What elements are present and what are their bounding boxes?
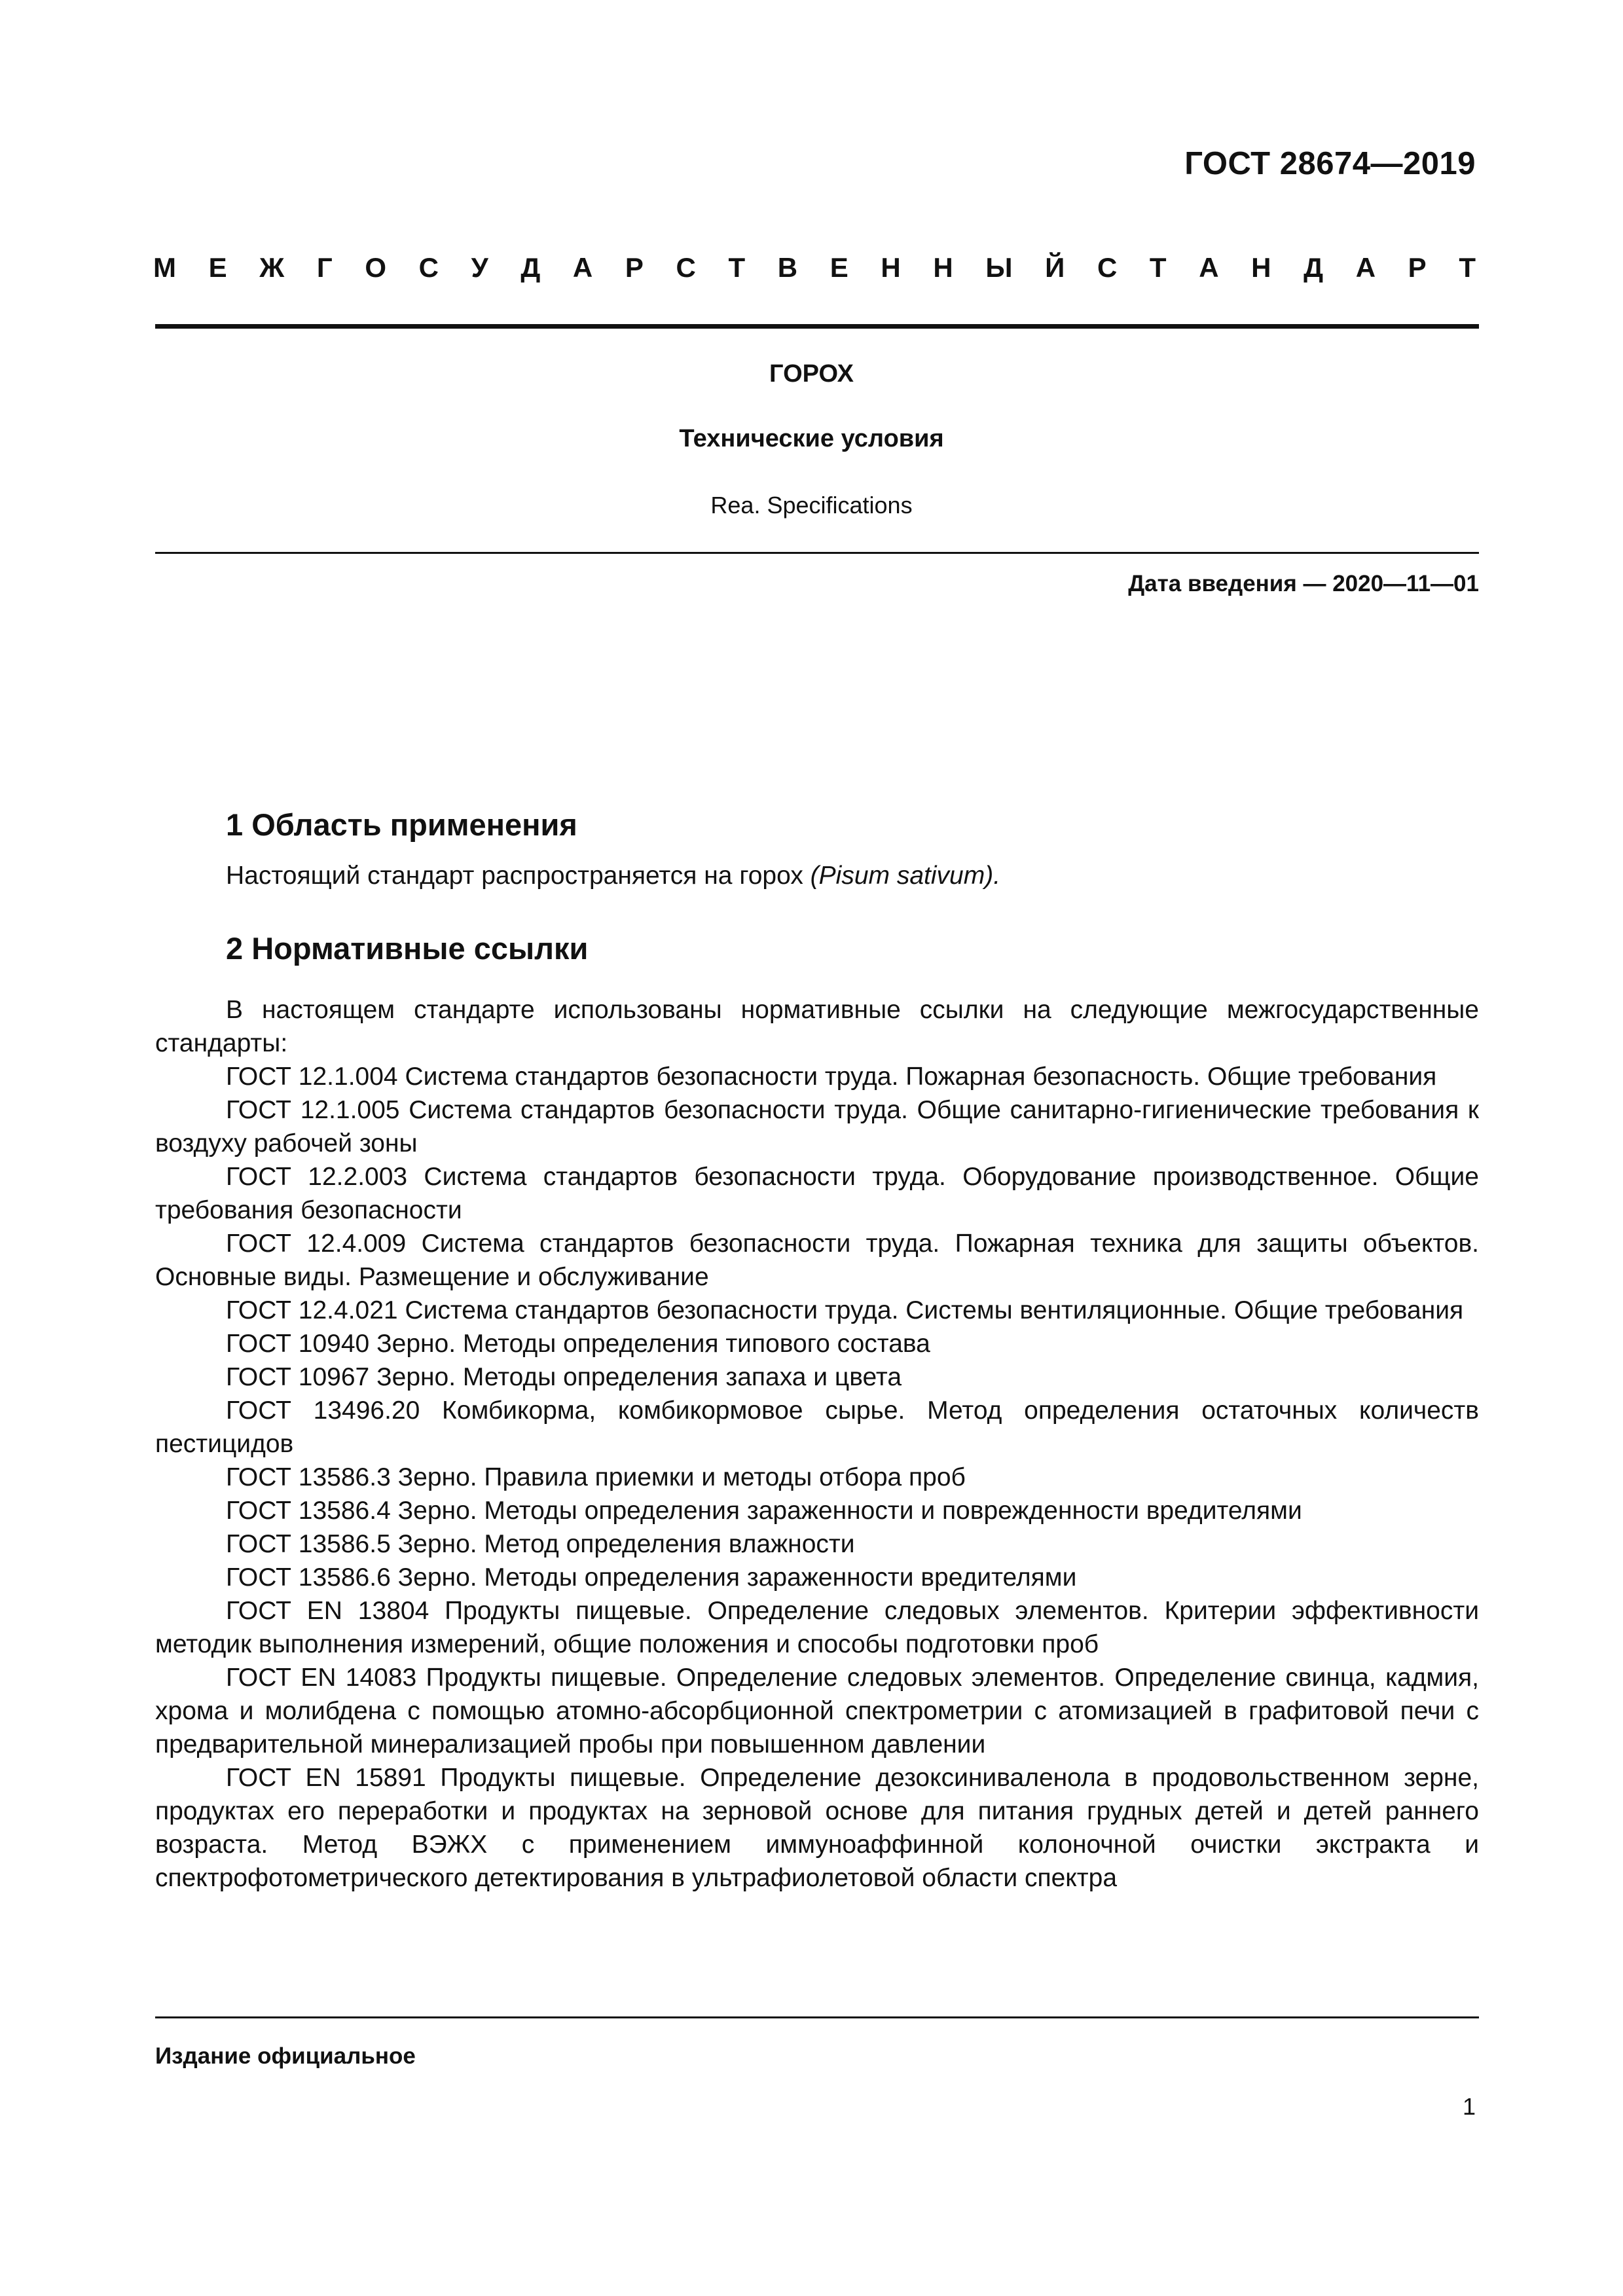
reference-item: ГОСТ EN 14083 Продукты пищевые. Определение следовых элементов. Определение свинца, кадмия, хрома и молибдена с помощью атомно-абсорбционной спектрометрии с атомизацией в графитовой печи с предварительной минерализацией пробы при повышенном давлении bbox=[155, 1664, 1479, 1758]
footer-divider bbox=[155, 2016, 1479, 2018]
species-name: (Pisum sativum). bbox=[810, 862, 1001, 890]
section-2-heading: 2 Нормативные ссылки bbox=[226, 931, 589, 966]
reference-item: ГОСТ EN 13804 Продукты пищевые. Определение следовых элементов. Критерии эффективности методик выполнения измерений, общие положения и способы подготовки проб bbox=[155, 1597, 1479, 1658]
edition-note: Издание официальное bbox=[155, 2043, 416, 2069]
references-list bbox=[155, 1060, 1479, 1895]
reference-item: ГОСТ 13586.3 Зерно. Правила приемки и методы отбора проб bbox=[226, 1463, 966, 1491]
reference-item: ГОСТ EN 15891 Продукты пищевые. Определение дезоксиниваленола в продовольственном зерне, продуктах его переработки и продуктах на зерновой основе для питания грудных детей и детей раннего возраста. Метод ВЭЖХ с применением иммуноаффинной колоночной очистки экстракта и спектрофотометрического детектирования в ультрафиолетовой области спектра bbox=[155, 1764, 1479, 1892]
references-intro: В настоящем стандарте использованы нормативные ссылки на следующие межгосударственные стандарты: bbox=[155, 996, 1479, 1057]
section-1-text bbox=[155, 859, 1479, 892]
document-title-english: Rea. Specifications bbox=[710, 492, 913, 519]
reference-item: ГОСТ 13586.6 Зерно. Методы определения зараженности вредителями bbox=[226, 1563, 1077, 1592]
reference-item: ГОСТ 13586.5 Зерно. Метод определения влажности bbox=[226, 1530, 855, 1558]
introduction-date: Дата введения — 2020—11—01 bbox=[1128, 571, 1479, 596]
section-1-heading: 1 Область применения bbox=[226, 807, 577, 842]
reference-item: ГОСТ 12.1.004 Система стандартов безопасности труда. Пожарная безопасность. Общие требования bbox=[226, 1063, 1437, 1091]
standard-type-banner: М Е Ж Г О С У Д А Р С Т В Е Н Н Ы Й С Т А Н Д А Р Т bbox=[153, 252, 1476, 283]
reference-item: ГОСТ 12.2.003 Система стандартов безопасности труда. Оборудование производственное. Общие требования безопасности bbox=[155, 1163, 1479, 1224]
scope-text: Настоящий стандарт распространяется на горох bbox=[226, 862, 811, 890]
header-divider bbox=[155, 324, 1479, 329]
reference-item: ГОСТ 13586.4 Зерно. Методы определения зараженности и поврежденности вредителями bbox=[226, 1497, 1302, 1525]
reference-item: ГОСТ 12.4.009 Система стандартов безопасности труда. Пожарная техника для защиты объектов. Основные виды. Размещение и обслуживание bbox=[155, 1230, 1479, 1291]
document-title: ГОРОХ bbox=[769, 360, 854, 388]
gost-number: ГОСТ 28674—2019 bbox=[1184, 146, 1476, 181]
reference-item: ГОСТ 10967 Зерно. Методы определения запаха и цвета bbox=[226, 1363, 902, 1391]
document-subtitle: Технические условия bbox=[679, 425, 944, 452]
reference-item: ГОСТ 13496.20 Комбикорма, комбикормовое сырье. Метод определения остаточных количеств пестицидов bbox=[155, 1396, 1479, 1458]
page-number: 1 bbox=[1462, 2093, 1476, 2120]
reference-item: ГОСТ 10940 Зерно. Методы определения типового состава bbox=[226, 1330, 930, 1358]
document-body bbox=[155, 802, 1479, 1895]
reference-item: ГОСТ 12.4.021 Система стандартов безопасности труда. Системы вентиляционные. Общие требования bbox=[226, 1296, 1464, 1324]
title-divider bbox=[155, 552, 1479, 554]
reference-item: ГОСТ 12.1.005 Система стандартов безопасности труда. Общие санитарно-гигиенические требования к воздуху рабочей зоны bbox=[155, 1096, 1479, 1157]
